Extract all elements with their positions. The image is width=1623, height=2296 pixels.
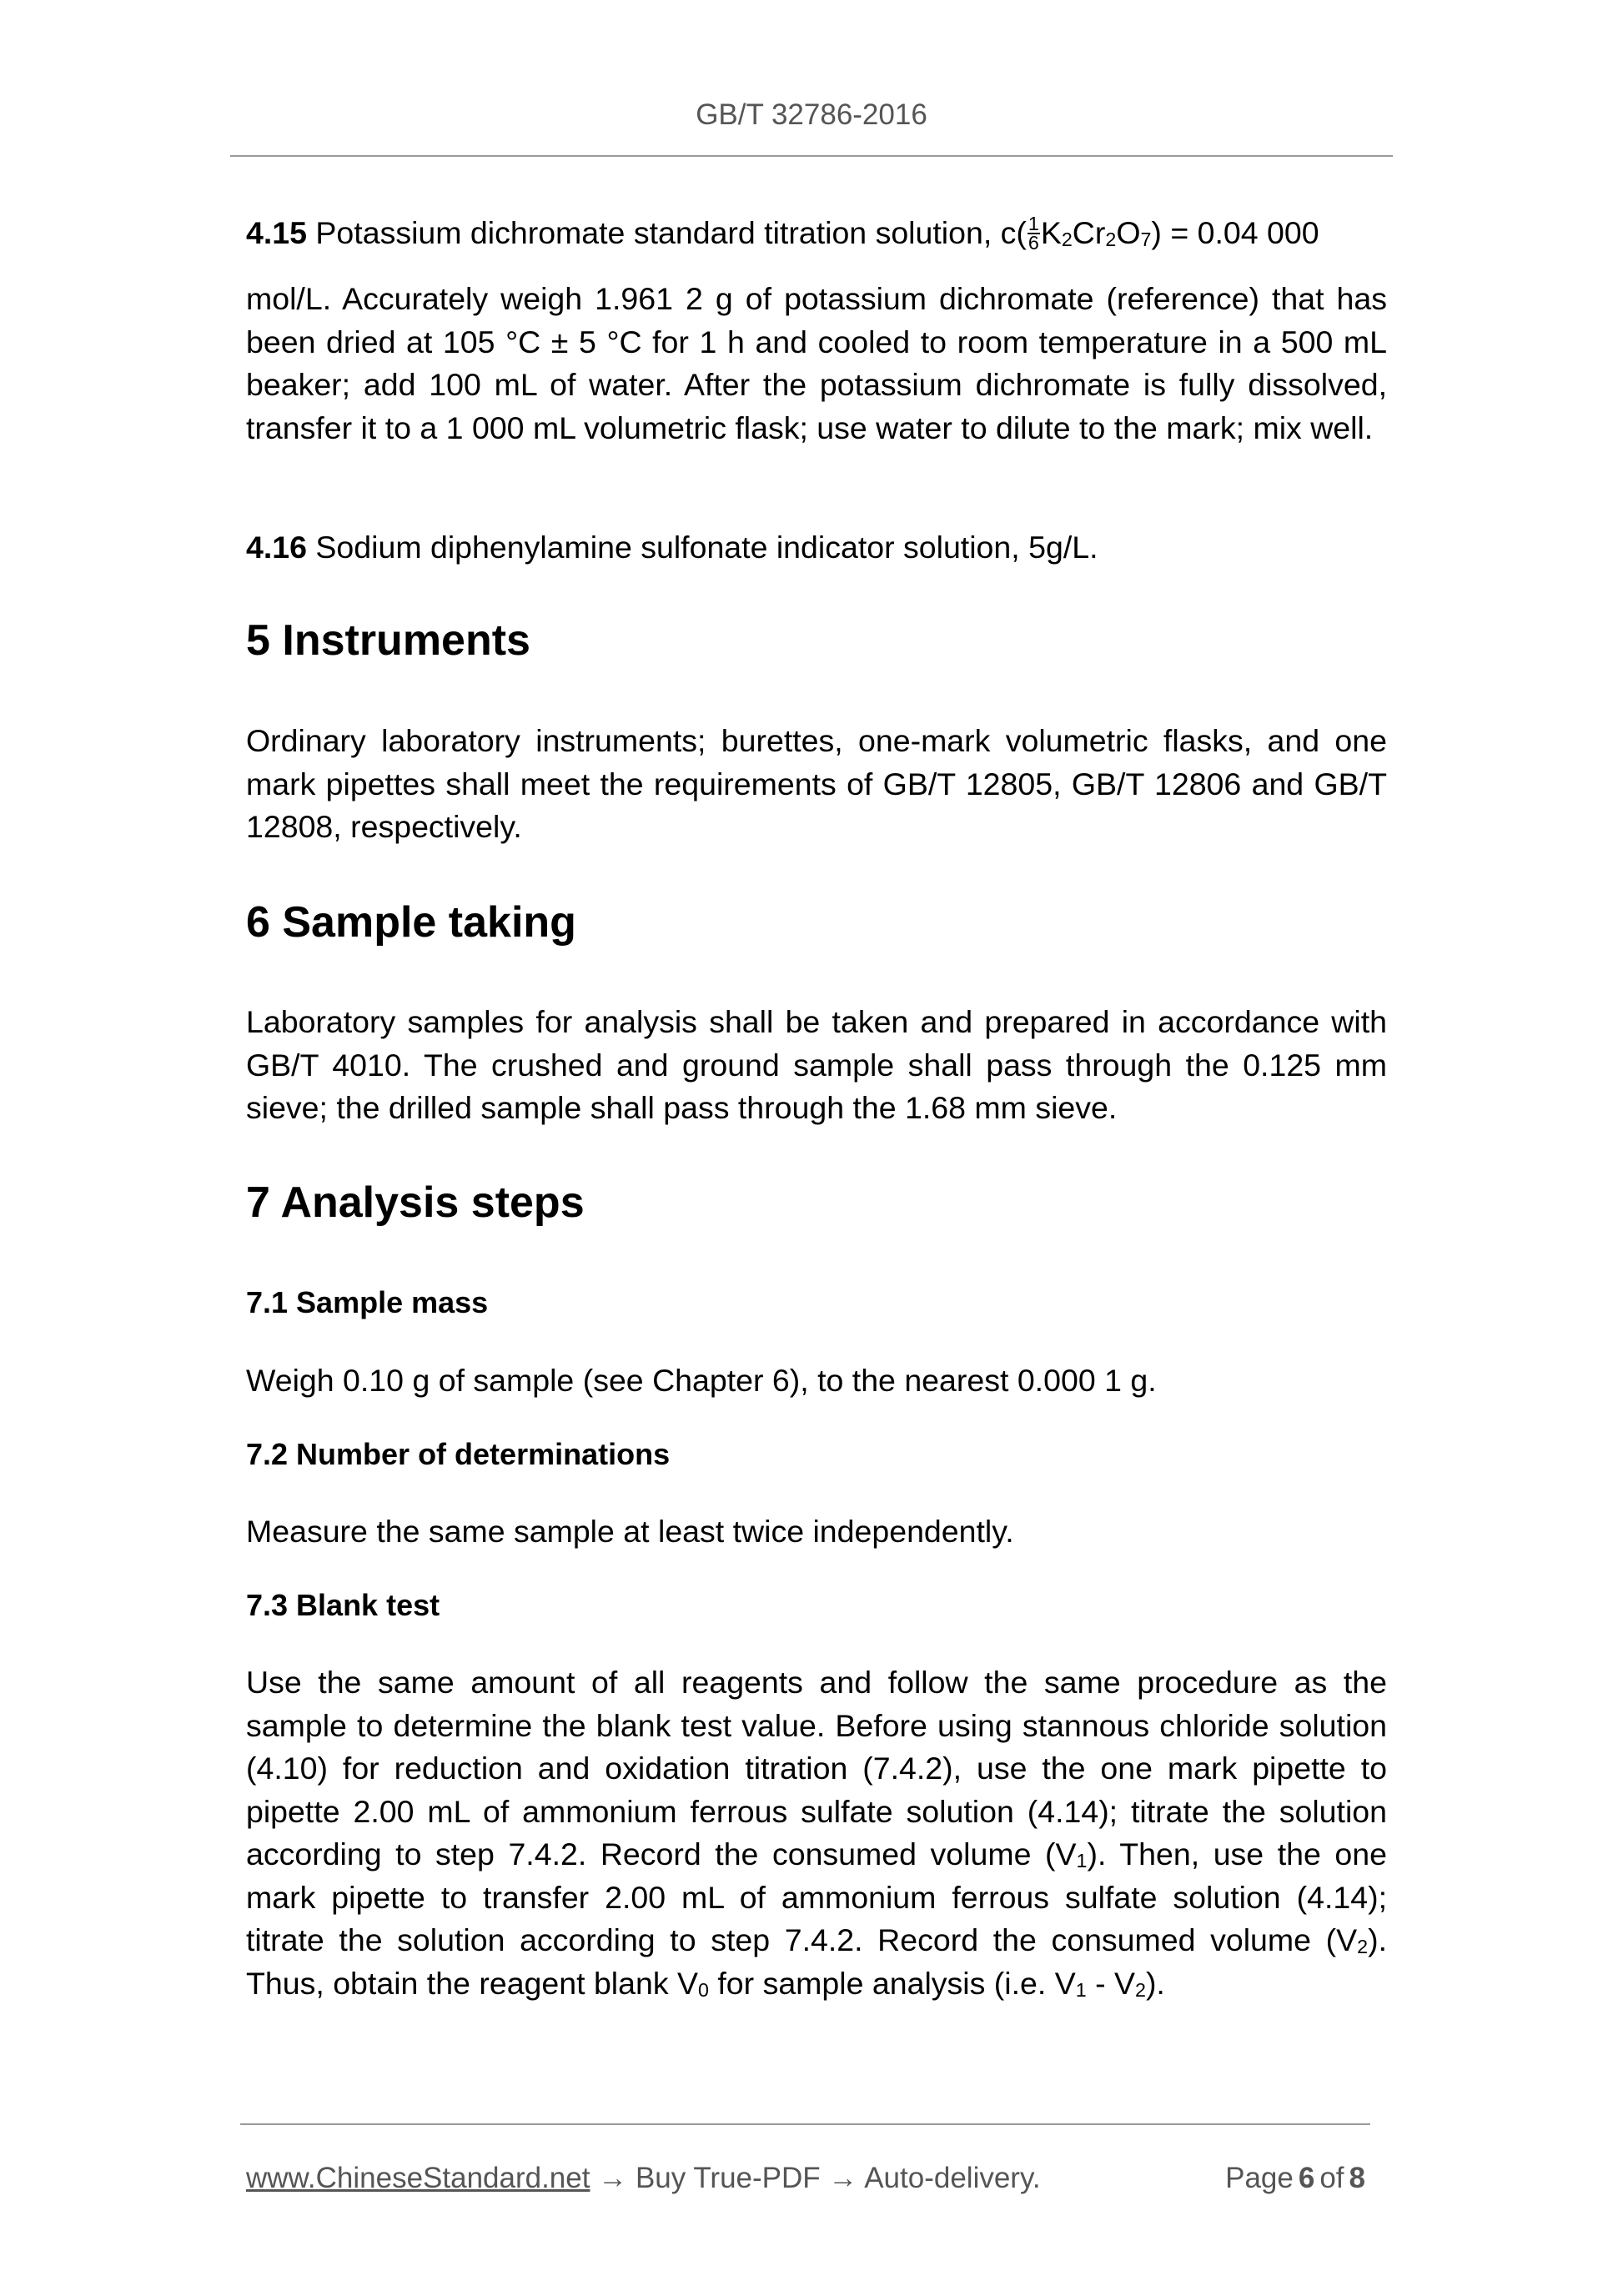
section-heading-5: 5 Instruments (246, 616, 530, 665)
buy-true-pdf-text: Buy True-PDF (635, 2162, 821, 2194)
footer-promo (246, 2160, 1041, 2197)
document-header: GB/T 32786-2016 (696, 98, 927, 131)
footer-divider (240, 2123, 1370, 2125)
header-divider (230, 155, 1393, 157)
arrow-right-icon: → (828, 2162, 858, 2194)
section-5-body: Ordinary laboratory instruments; burettes, one-mark volumetric flasks, and one mark pipettes shall meet the requirements of GB/T 12805, GB/T 12806 and GB/T 12808, respectively. (246, 723, 1387, 844)
page-footer (246, 2160, 1365, 2197)
chinesestandard-link[interactable]: www.ChineseStandard.net (246, 2162, 590, 2194)
section-heading-6: 6 Sample taking (246, 898, 576, 947)
subsection-heading-7-1: 7.1 Sample mass (246, 1285, 489, 1319)
auto-delivery-text: Auto-delivery. (864, 2162, 1041, 2194)
subsection-7-1-body: Weigh 0.10 g of sample (see Chapter 6), to the nearest 0.000 1 g. (246, 1363, 1157, 1398)
subsection-7-3-body: Use the same amount of all reagents and follow the same procedure as the sample to determine the blank test value. Before using stannous chloride solution (4.10) for reduction and oxidation titration (7.4.2), use the one mark pipette to pipette 2.00 mL of ammonium ferrous sulfate solution (4.14); titrate the solution according to step 7.4.2. Record the consumed volume (V1). Then, use the one mark pipette to transfer 2.00 mL of ammonium ferrous sulfate solution (4.14); titrate the solution according to step 7.4.2. Record the consumed volume (V2). Thus, obtain the reagent blank V0 for sample analysis (i.e. V1 - V2). (246, 1665, 1387, 2001)
formula-k: K (1040, 215, 1062, 250)
arrow-right-icon: → (598, 2162, 628, 2194)
clause-4-15-title: 4.15 Potassium dichromate standard titration solution, c( $\frac{1}{6}$ K2Cr2O7) = 0.04 000 (246, 213, 1319, 254)
subsection-7-2-body: Measure the same sample at least twice independently. (246, 1514, 1014, 1549)
clause-number: 4.15 (246, 215, 307, 250)
clause-number: 4.16 (246, 530, 307, 565)
section-6-body: Laboratory samples for analysis shall be taken and prepared in accordance with GB/T 4010. The crushed and ground sample shall pass through the 0.125 mm sieve; the drilled sample shall pass through the 1.68 mm sieve. (246, 1004, 1387, 1125)
subsection-heading-7-3: 7.3 Blank test (246, 1588, 440, 1622)
clause-4-15-body: mol/L. Accurately weigh 1.961 2 g of potassium dichromate (reference) that has been dried at 105 °C ± 5 °C for 1 h and cooled to room temperature in a 500 mL beaker; add 100 mL of water. After the potassium dichromate is fully dissolved, transfer it to a 1 000 mL volumetric flask; use water to dilute to the mark; mix well. (246, 281, 1387, 445)
clause-lead: Potassium dichromate standard titration solution, c( (315, 215, 1027, 250)
section-heading-7: 7 Analysis steps (246, 1178, 585, 1227)
total-pages: 8 (1349, 2162, 1365, 2194)
current-page: 6 (1298, 2162, 1315, 2194)
subsection-heading-7-2: 7.2 Number of determinations (246, 1437, 671, 1471)
clause-4-16: 4.16 Sodium diphenylamine sulfonate indicator solution, 5g/L. (246, 530, 1098, 565)
page-number: Page 6 of 8 (1225, 2162, 1365, 2194)
concentration-value: ) = 0.04 000 (1151, 215, 1319, 250)
fraction-one-sixth: $\frac{1}{6}$ (1028, 213, 1039, 254)
